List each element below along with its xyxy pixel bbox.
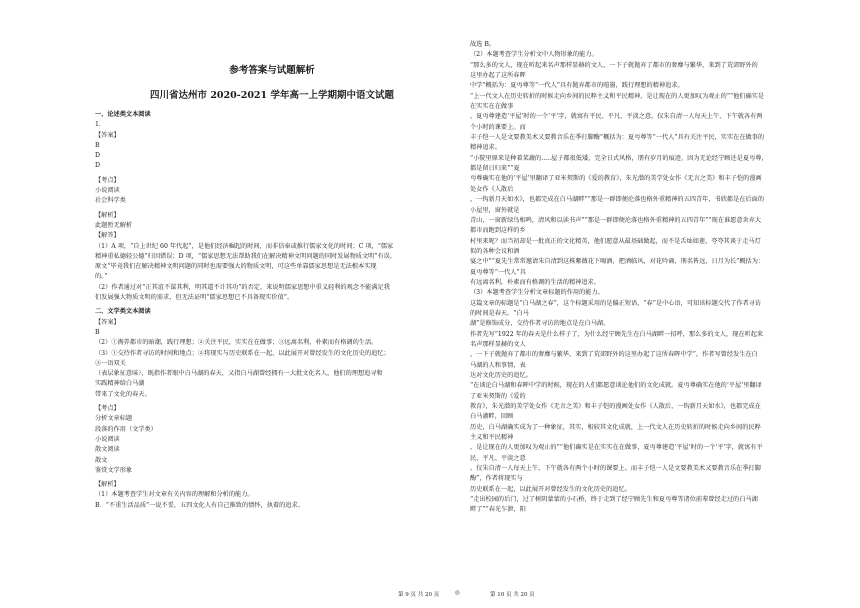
text-line: 散文: [95, 456, 108, 464]
exam-title: 四川省达州市 2020-2021 学年高一上学期期中语文试题: [150, 90, 394, 101]
text-line: 二、文学类文本阅读: [95, 308, 151, 316]
text-line: 原文“毕竟我们在解决精神文明问题的同时也需要强大的物质文明，可这些单靠儒家思想是无法根本实现: [95, 263, 377, 271]
text-line: 都是留日归来”“夏: [470, 165, 520, 173]
text-line: 精神重私德轻公德”归因错误；D 项，“儒家思想无法帮助我们在解决精神文明问题的同时发展物质文明”有误，: [95, 252, 397, 260]
text-line: （3）本题考查学生分析文章标题的作用的能力。: [470, 289, 604, 297]
text-line: 在实实在在做事: [470, 103, 514, 111]
text-line: 历史联系在一起，以此展开对曾经发生的文化历史的追忆。: [470, 485, 631, 493]
text-line: 社会科学类: [95, 197, 126, 205]
text-line: 有远离名利，朴素而有格调的生活的精神追求。: [470, 278, 600, 286]
text-line: 【考点】: [95, 176, 120, 184]
text-line: 夏丏尊等“一代人”具: [470, 268, 526, 276]
text-line: 酶”，作者将现实与: [470, 475, 523, 483]
text-line: 村里来呢？而当初却是一批真正的文化精英，他们愿意从最基础做起，而不是舌灿如莲，夸夸其谈于走马灯: [470, 237, 761, 245]
text-line: B．“不重生活品质”一说不妥，五四文化人有自己推致的情怀，执着的追求。: [95, 501, 304, 509]
text-line: 段落的作用（文学类）: [95, 425, 157, 433]
answer-section-title: 参考答案与试题解析: [229, 65, 315, 76]
text-line: 一、论述类文本阅读: [95, 111, 151, 118]
right-page-text: [470, 40, 822, 516]
text-line: 【解答】: [95, 232, 120, 240]
text-line: 作者先写“1922 年的春天是什么样子了，为什么经宁顾先生在白马湖畔一招呼，那么多的文人，现在听起来: [470, 330, 764, 338]
text-line: 畔了”“春光乍泄，阳: [470, 506, 526, 514]
text-line: 。仅朱自清一人每天上午、下午就各有两个小时的课要上。而丰子恺一人是文要教美术又要教音乐在季打脚: [470, 465, 761, 473]
text-line: ，一钩新月天如水》，也都完成在白马湖畔”“那是一群即便沦落也格外重精神的五四青年，书欣都是在后面的: [470, 196, 765, 204]
text-line: 这篇文章的标题是“白马湖之春”，这个标题采用的是偏正短语，“春”是中心语，可知该标题交代了作者寻访: [470, 299, 762, 307]
text-line: 达对文化历史的追忆。: [470, 372, 532, 379]
text-line: 都市而跑到这样的乡: [470, 227, 526, 235]
right-page: [470, 0, 822, 608]
text-line: ，是让现在的人更加叹为观止的”“他们确实是在实实在在做事，夏丏尊建造‘平屋’时的一个‘平’字，就寓有平: [470, 444, 763, 452]
text-line: “走出校园的后门，过了树阴蒙蒙的小石桥，终于走到了经宁顾先生和夏丏尊等诸位前辈曾经走过的白马湖: [470, 496, 758, 504]
text-line: 主义和平民精神: [470, 434, 514, 442]
text-line: 丰子恺一人是文要教美术又要教音乐在季打脚酶”概括为：夏丏尊等“一代人”具有关注平民，实实在在做事的: [470, 134, 765, 142]
text-line: 马湖的人和事情，表: [470, 361, 526, 369]
text-line: B: [95, 328, 100, 336]
text-line: 的。”: [95, 273, 108, 281]
text-line: ③一语双关: [95, 359, 126, 367]
text-line: “上一代文人在历史转折的时候走向乡间的民粹主义和平民精神，是让现在的人更加叹为观止的”“他们确实是: [470, 92, 765, 100]
text-line: （3）①交待作者寻访的时间和地点；②将现实与历史联系在一起，以此展开对曾经发生的文化历史的追忆；: [95, 349, 390, 357]
text-line: D: [95, 162, 100, 170]
page-number-left: 第 9 页 共 20 页: [398, 592, 440, 598]
text-line: “那么多的文人，现在听起来名声那样显赫的文人，一下子就抛弃了都市的奢靡与繁华，来到了荒郊野外的: [470, 61, 758, 69]
text-line: 了亚米契斯的《爱的: [470, 392, 526, 400]
text-line: 名声那样显赫的文人: [470, 340, 526, 348]
text-line: ，夏丏尊建造‘平屋’时的一个‘平’字，就寓有平民、平凡、平淡之意。仅朱自清一人每天上午、下午就各有两: [470, 113, 763, 121]
text-line: 们发展强大物质文明的需求，但无法证明“儒家思想已不具备现实价值”。: [95, 294, 294, 302]
page-number-right: 第 10 页 共 20 页: [490, 592, 535, 598]
text-line: 【考点】: [95, 405, 120, 413]
text-line: 【答案】: [95, 318, 120, 326]
text-line: 【答案】: [95, 131, 120, 139]
text-line: 个小时的课要上。而: [470, 123, 526, 131]
text-line: 【解析】: [95, 211, 120, 219]
text-line: 历史，白马湖确实成为了一种象征，其实，相较其文化成就，上一代文人在历史转折的时候走向乡间的民粹: [470, 423, 761, 431]
text-line: 的时间是春天。“白马: [470, 309, 529, 317]
text-line: “小院里原来是种着菜蔬的.....屋子都很低矮，完全日式风格，朋有岁月的痕迹，因为无论经宁顾还是夏丏尊，: [470, 154, 768, 162]
text-line: （1）A 项，“自上世纪 60 年代起”，是他们经济崛起的时间，而非信奉或推行儒家文化的时间；C 项，“儒家: [95, 242, 394, 250]
text-line: 散文阅读: [95, 446, 120, 454]
text-line: 丏尊确实在他的‘平屋’里翻译了亚米契斯的《爱的教育》，朱光潜的美学处女作《无言之美》和丰子恺的漫画: [470, 175, 762, 183]
text-line: 鉴赏文学形象: [95, 466, 133, 474]
text-line: （表层象征意味），既指作者眼中白马湖的春天，又指白马湖曾经拥有一大批文化名人，他们的理想追寻和: [95, 370, 383, 378]
text-line: 小说阅读: [95, 435, 120, 443]
text-line: 教育》，朱光潜的美学处女作《无言之美》和丰子恺的漫画处女作《人散后，一钩新月天如水》，也都完成在: [470, 403, 761, 411]
text-line: 精神追求。: [470, 144, 501, 152]
text-line: B: [95, 141, 100, 149]
text-line: 中学”概括为：夏丏尊等“一代人”具有抛弃都市的喧嚣，践行理想的精神追求。: [470, 82, 684, 90]
left-page: [95, 0, 449, 608]
text-line: 处女作《人散后: [470, 185, 514, 193]
text-line: （1）本题考查学生对文章有关内容的理解和分析的能力。: [95, 491, 254, 499]
text-line: 宴之中”“夏先生常常邀请朱自清到这株紫薇花下喝酒，把酒临风，对花吟诵，荆名皆远，日月为长”概括为：: [470, 258, 765, 266]
text-line: （2）本题考查学生分析文中人物形象的能力。: [470, 51, 598, 59]
text-line: “在谈论白马湖和春晖中学的时候，现在的人们都愿意谈论他们的文化成就。夏丏尊确实在他的‘平屋’里翻译: [470, 382, 762, 390]
text-line: 实践精神给白马湖: [95, 380, 145, 388]
text-line: 小屋里，窗外就是: [470, 206, 520, 214]
page-separator-icon: ◎: [455, 590, 460, 596]
text-line: 湖”是修饰成分，交待作者寻访的地点是在白马湖。: [470, 320, 610, 328]
text-line: 这里办起了这所春晖: [470, 72, 526, 80]
text-line: 白马湖畔，回顾: [470, 413, 514, 421]
text-line: 似的各种会议和酒: [470, 247, 520, 255]
text-line: （2）作者通过对“正其谊不谋其利，明其道不计其功”的否定，来说明儒家思想中重义轻利的观念不能满足我: [95, 283, 390, 291]
text-line: 故选 B。: [470, 41, 496, 48]
text-line: 此题暂无解析: [95, 221, 133, 229]
text-line: 民、平凡、平淡之意: [470, 454, 526, 462]
text-line: 小说阅读: [95, 187, 120, 195]
text-line: D: [95, 152, 100, 160]
text-line: 分析文章标题: [95, 415, 133, 423]
text-line: ，一下子就抛弃了都市的奢靡与繁华，来到了荒郊野外的这里办起了这所春晖中学”，作者写曾经发生在白: [470, 351, 758, 359]
left-page-text: [95, 110, 449, 511]
text-line: 青山，一窗新绿鸟相鸣，清风和以读书声”“那是一群即便沦落也格外重精神的五四青年”“现在谁愿意舍弃大: [470, 216, 762, 224]
text-line: 带来了文化的春天。: [95, 390, 151, 398]
text-line: 1.: [95, 121, 101, 129]
text-line: （2）①淘养都市的暗潮，践行理想；②关注平民，实实在在做事；③远离名利，朴素而有格调的生活。: [95, 339, 378, 347]
text-line: 【解析】: [95, 481, 120, 489]
